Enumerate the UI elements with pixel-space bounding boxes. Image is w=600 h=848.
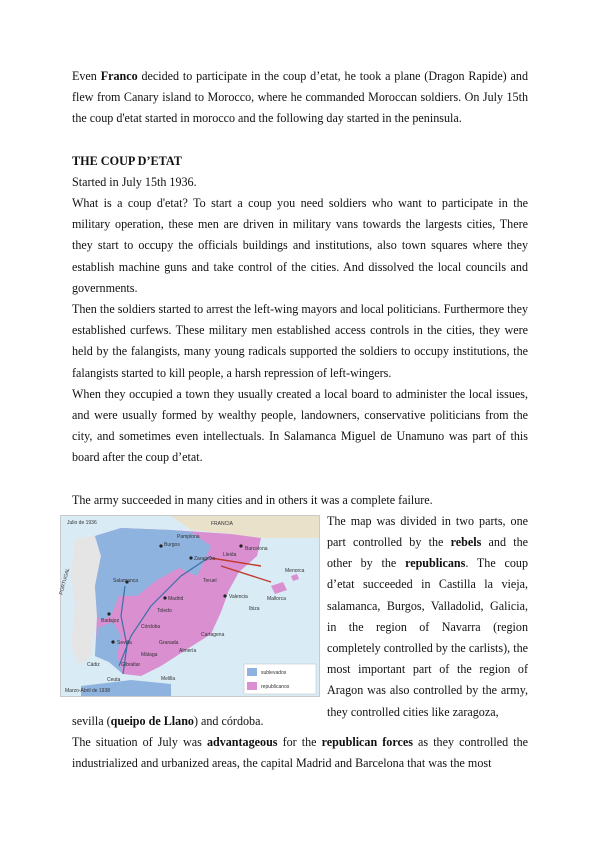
map-bottom-label: Marzo-Abril de 1938 — [65, 687, 111, 694]
city-dot — [189, 556, 192, 559]
city-label: Gibraltar — [121, 661, 141, 668]
spain-civil-war-map — [60, 515, 320, 697]
sevilla-line: sevilla (queipo de Llano) and córdoba. — [72, 713, 264, 728]
city-label: Teruel — [203, 577, 217, 584]
legend-swatch-republicans — [247, 682, 257, 690]
city-label: Ibiza — [249, 605, 260, 612]
city-label: Badajoz — [101, 617, 120, 624]
arrests-paragraph: Then the soldiers started to arrest the left-wing mayors and local politicians. Furthermore they established curfews. These military men established access controls in the cities, they were held by the falangists, many young radicals supported the soldiers to occupy institutions, the falangists started to kill people, a harsh repression of left-wingers. — [72, 302, 528, 380]
france-label: FRANCIA — [211, 520, 233, 527]
city-label: Barcelona — [245, 545, 268, 552]
city-label: Zaragoza — [194, 555, 216, 562]
city-dot — [111, 640, 114, 643]
city-dot — [163, 596, 166, 599]
city-label: Sevilla — [117, 639, 132, 646]
city-dot — [159, 544, 162, 547]
legend-label: sublevados — [261, 669, 287, 676]
july-situation-paragraph: The situation of July was advantageous for the republican forces as they controlled the industrialized and urbanized areas, the capital Madrid and Barcelona that was the most — [72, 735, 528, 771]
city-label: Pamplona — [177, 533, 200, 540]
intro-paragraph: Even Franco decided to participate in the coup d’etat, he took a plane (Dragon Rapide) and flew from Canary island to Morocco, where he commanded Moroccan soldiers. On July 15th the coup d'etat started in morocco and the following day started in the peninsula. — [72, 69, 528, 126]
city-label: Valencia — [229, 593, 248, 600]
legend-swatch-rebels — [247, 668, 257, 676]
map-title: Julio de 1936 — [67, 519, 97, 526]
city-label: Córdoba — [141, 623, 161, 630]
legend-label: republicanos — [261, 683, 290, 690]
city-dot — [107, 612, 110, 615]
city-label: Almería — [179, 647, 197, 654]
city-label: Menorca — [285, 567, 305, 574]
city-label: Cádiz — [87, 661, 100, 668]
city-label: Málaga — [141, 651, 158, 658]
city-label: Lleida — [223, 551, 237, 558]
city-label: Ceuta — [107, 676, 121, 683]
city-label: Cartagena — [201, 631, 225, 638]
started-line: Started in July 15th 1936. — [72, 174, 197, 189]
city-label: Burgos — [164, 541, 180, 548]
local-board-paragraph: When they occupied a town they usually created a local board to administer the local issues, and were usually formed by wealthy people, landowners, conservative politicians from the city, and sometimes even intellectuals. In Salamanca Miguel de Unamuno was part of this board after the coup d’etat. — [72, 386, 528, 465]
city-dot — [239, 544, 242, 547]
coup-definition-paragraph: What is a coup d'etat? To start a coup you need soldiers who want to participate in the military operation, these men are driven in military vans towards the largests cities, There they start to occupy the officials buildings and institutions, also town squares where they establish machine guns and take control of the cities. And dissolved the local councils and governments. — [72, 196, 528, 295]
army-line: The army succeeded in many cities and in others it was a complete failure. — [72, 492, 433, 507]
city-label: Salamanca — [113, 577, 139, 584]
city-label: Melilla — [161, 675, 176, 682]
map-description: The map was divided in two parts, one part controlled by the rebels and the other by the republicans. The coup d’etat succeeded in Castilla la vieja, salamanca, Burgos, Valladolid, Galicia, in the region of Navarra (region completely controlled by the carlists), the most important part of the region of Aragon was also controlled by the army, they controlled cities like zaragoza, — [327, 513, 528, 719]
city-label: Toledo — [157, 607, 172, 614]
document-page — [58, 66, 528, 774]
city-dot — [223, 594, 226, 597]
section-heading: THE COUP D’ETAT — [72, 153, 182, 168]
city-label: Madrid — [168, 595, 184, 602]
map-svg — [58, 516, 319, 696]
map-figure-row — [58, 511, 528, 719]
city-label: Mallorca — [267, 595, 286, 602]
portugal-label: PORTUGAL — [58, 567, 72, 596]
city-label: Granada — [159, 639, 179, 646]
